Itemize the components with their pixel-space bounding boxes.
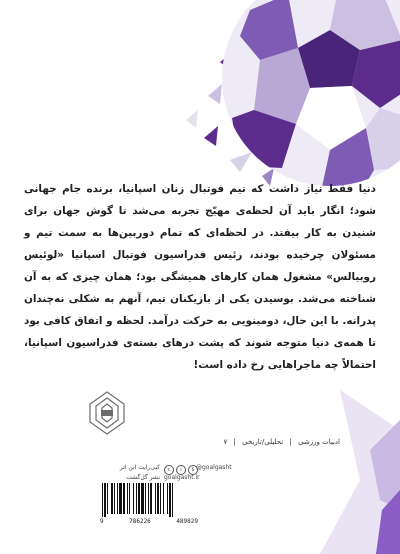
purple-accent-shapes (300, 390, 400, 554)
barcode-bar (102, 483, 103, 517)
barcode-bar (129, 483, 130, 514)
barcode-bar (138, 483, 140, 514)
barcode-bar (133, 483, 134, 514)
barcode-bar (148, 483, 149, 514)
shard-shape (204, 126, 218, 146)
website: goalgasht.ir (164, 474, 200, 481)
barcode-bar (136, 483, 137, 514)
barcode-digit-group: 9 (100, 518, 104, 525)
cc-icon: c (164, 465, 174, 475)
series-number: ۷ (223, 438, 228, 446)
barcode-digit-group: 786226 (129, 518, 151, 525)
barcode-bar (167, 483, 168, 514)
barcode-bar (107, 483, 108, 514)
barcode-bar (145, 483, 146, 514)
nc-icon: $ (188, 465, 198, 475)
back-cover-blurb: دنیا فقط نیاز داشت که تیم فوتبال زنان اسپانیا، برنده جام جهانی شود؛ انگار باید آن لحظه‌ی مهیّج تجربه می‌شد تا گوش جهان برای شنیدن به کار بیفتد. در لحظه‌ای که تمام دوربین‌ها به سمت تیم و مسئولان چرخیده بودند، رئیس فدراسیون فوتبال اسپانیا «لوئیس روبیالس» مشغول همان کارهای همیشگی بود؛ همان چیزی که به آن شناخته می‌شد. بوسیدن یکی از بازیکنان تیم، آنهم به شکلی نه‌چندان پدرانه. با این حال، دومینویی به حرکت درآمد. لحظه و اتفاق کافی بود تا همه‌ی دنیا متوجه شوند که پشت درهای بسته‌ی فدراسیون اسپانیا، احتمالاً چه ماجراهایی رخ داده است! (24, 183, 376, 372)
barcode-bar (150, 483, 152, 514)
barcode-digit-group: 489829 (176, 518, 198, 525)
isbn-barcode (100, 483, 198, 517)
barcode-bar (123, 483, 125, 514)
barcode-bar (141, 483, 144, 514)
barcode-bar (117, 483, 118, 514)
barcode-bar (169, 483, 171, 517)
barcode-digits (100, 518, 198, 525)
barcode-bar (104, 483, 106, 517)
license-text: کپی‌رایت این اثر (119, 464, 160, 471)
publisher-label: نشر گل‌گشت (126, 474, 160, 481)
publisher-logo (84, 388, 130, 438)
barcode-bar (155, 483, 156, 514)
barcode-bar (111, 483, 113, 514)
barcode-bar (157, 483, 159, 514)
shard-shape (208, 84, 222, 104)
subgenre-label: تحلیلی/تاریخی (242, 438, 284, 446)
soccer-ball-illustration (170, 0, 400, 190)
separator: | (289, 438, 292, 446)
category-line (112, 438, 342, 446)
genre-label: ادبیات ورزشی (298, 438, 340, 446)
barcode-bar (172, 483, 173, 517)
shard-shape (186, 110, 198, 128)
barcode-bar (160, 483, 161, 514)
barcode-bar (163, 483, 164, 514)
barcode-bar (119, 483, 122, 514)
by-icon: i (176, 465, 186, 475)
social-handle: @goalgasht (196, 464, 232, 471)
shard-shape (230, 152, 252, 172)
barcode-bar (127, 483, 128, 514)
separator: | (233, 438, 236, 446)
barcode-bar (114, 483, 115, 514)
